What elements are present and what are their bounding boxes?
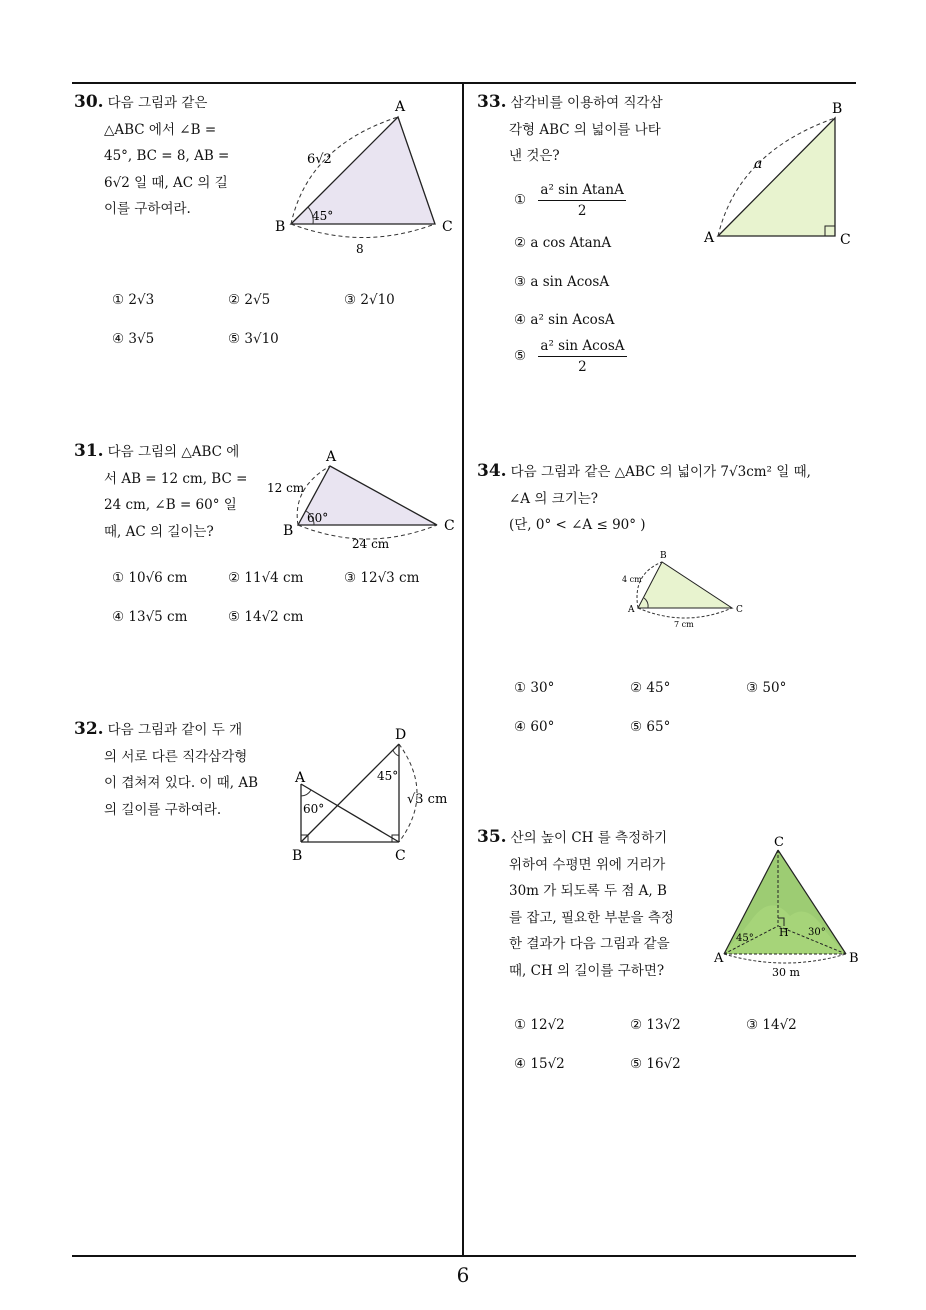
- dashed-arc-ac: [638, 608, 732, 618]
- option-4[interactable]: ④ 3√5: [112, 331, 155, 347]
- stem-line: (단, 0° < ∠A ≤ 90° ): [509, 517, 646, 533]
- stem-line: 각형 ABC 의 넓이를 나타: [509, 121, 661, 138]
- angle-a-label: 45°: [736, 933, 754, 944]
- question-number: 31.: [74, 441, 104, 461]
- option-3[interactable]: ③ 14√2: [746, 1017, 797, 1033]
- question-33-stem: [477, 89, 697, 170]
- angle-b-label: 45°: [312, 209, 334, 223]
- stem-line: 다음 그림의 △ABC 에: [107, 444, 240, 460]
- stem-line: ∠A 의 크기는?: [509, 490, 599, 507]
- angle-b-label: 30°: [808, 927, 826, 938]
- side-ab-label: 30 m: [772, 966, 800, 979]
- vertex-b-label: B: [849, 951, 859, 966]
- stem-line: △ABC 에서 ∠B =: [104, 121, 217, 138]
- question-number: 30.: [74, 92, 104, 112]
- numerator: a² sin AtanA: [538, 182, 625, 201]
- triangle-shape: [718, 118, 835, 236]
- denominator: 2: [578, 359, 587, 375]
- vertex-a-label: A: [704, 230, 715, 246]
- option-2[interactable]: ② a cos AtanA: [514, 235, 612, 251]
- mountain-height-figure: [710, 832, 870, 982]
- vertex-c-label: C: [736, 605, 743, 615]
- triangle-shape: [291, 117, 435, 224]
- angle-a-label: 60°: [303, 802, 325, 816]
- vertex-a-label: A: [395, 99, 406, 115]
- vertex-c-label: C: [774, 835, 784, 850]
- stem-line: 위하여 수평면 위에 거리가: [509, 856, 666, 873]
- stem-line: 45°, BC = 8, AB =: [104, 148, 230, 164]
- vertex-d-label: D: [395, 727, 407, 743]
- option-3[interactable]: ③ a sin AcosA: [514, 274, 610, 290]
- triangle-shape: [638, 562, 732, 608]
- question-number: 33.: [477, 92, 507, 112]
- stem-line: 삼각비를 이용하여 직각삼: [510, 95, 663, 111]
- option-5[interactable]: ⑤ 3√10: [228, 331, 279, 347]
- vertex-c-label: C: [444, 518, 455, 534]
- question-31-stem: [74, 438, 264, 545]
- stem-line: 다음 그림과 같은: [107, 95, 208, 111]
- vertex-a-label: A: [714, 951, 724, 966]
- stem-line: 의 길이를 구하여라.: [104, 801, 222, 818]
- side-bc-label: 24 cm: [352, 537, 390, 551]
- fraction: [538, 182, 625, 219]
- stem-line: 한 결과가 다음 그림과 같을: [509, 936, 670, 952]
- fraction: [538, 338, 626, 375]
- stem-line: 다음 그림과 같은 △ABC 의 넓이가 7√3cm² 일 때,: [510, 464, 811, 480]
- denominator: 2: [577, 203, 587, 219]
- option-marker: ⑤: [514, 348, 527, 364]
- side-ab-label: a: [754, 156, 763, 172]
- vertex-a-label: A: [295, 770, 306, 786]
- angle-b-label: 60°: [307, 511, 329, 525]
- page-number: 6: [456, 1263, 470, 1287]
- stem-line: 24 cm, ∠B = 60° 일: [104, 497, 237, 513]
- vertex-c-label: C: [840, 232, 851, 248]
- side-bc-label: 8: [356, 242, 364, 256]
- option-4[interactable]: ④ 60°: [514, 719, 555, 735]
- option-5[interactable]: [514, 338, 627, 375]
- triangle-abc-figure: [270, 96, 460, 256]
- option-2[interactable]: ② 11√4 cm: [228, 570, 304, 586]
- overlapping-right-triangles-figure: [285, 724, 455, 866]
- option-marker: ①: [514, 192, 527, 208]
- option-3[interactable]: ③ 50°: [746, 680, 787, 696]
- triangle-abc-figure: [620, 548, 755, 634]
- option-3[interactable]: ③ 2√10: [344, 292, 395, 308]
- dashed-arc-bc: [291, 224, 435, 238]
- question-35-stem: [477, 824, 702, 984]
- option-4[interactable]: ④ a² sin AcosA: [514, 312, 615, 328]
- option-3[interactable]: ③ 12√3 cm: [344, 570, 420, 586]
- option-1[interactable]: [514, 182, 626, 219]
- bottom-rule: [72, 1255, 856, 1257]
- stem-line: 를 잡고, 필요한 부분을 측정: [509, 909, 674, 926]
- stem-line: 산의 높이 CH 를 측정하기: [510, 830, 668, 846]
- stem-line: 때, AC 의 길이는?: [104, 523, 214, 540]
- stem-line: 이 겹쳐져 있다. 이 때, AB: [104, 775, 259, 791]
- vertex-b-label: B: [275, 219, 286, 235]
- question-number: 34.: [477, 461, 507, 481]
- stem-line: 30m 가 되도록 두 점 A, B: [509, 883, 667, 899]
- stem-line: 6√2 일 때, AC 의 길: [104, 174, 228, 191]
- option-1[interactable]: ① 2√3: [112, 292, 155, 308]
- side-ab-label: 6√2: [307, 152, 332, 167]
- stem-line: 때, CH 의 길이를 구하면?: [509, 962, 665, 979]
- side-ab-label: 4 cm: [622, 575, 642, 584]
- top-rule: [72, 82, 856, 84]
- vertex-a-label: A: [628, 605, 635, 615]
- option-1[interactable]: ① 12√2: [514, 1017, 565, 1033]
- vertex-b-label: B: [832, 101, 843, 117]
- vertex-c-label: C: [442, 219, 453, 235]
- option-5[interactable]: ⑤ 65°: [630, 719, 671, 735]
- vertex-c-label: C: [395, 848, 406, 864]
- foot-h-label: H: [779, 926, 789, 939]
- column-divider: [462, 82, 464, 1257]
- option-1[interactable]: ① 30°: [514, 680, 555, 696]
- option-1[interactable]: ① 10√6 cm: [112, 570, 188, 586]
- option-5[interactable]: ⑤ 16√2: [630, 1056, 681, 1072]
- stem-line: 다음 그림과 같이 두 개: [107, 722, 243, 738]
- question-34-stem: [477, 458, 862, 539]
- side-ab-label: 12 cm: [267, 481, 305, 495]
- vertex-b-label: B: [283, 523, 294, 539]
- vertex-a-label: A: [326, 449, 337, 465]
- triangle-abc-figure: [262, 448, 462, 558]
- question-number: 35.: [477, 827, 507, 847]
- vertex-b-label: B: [660, 551, 667, 561]
- option-4[interactable]: ④ 13√5 cm: [112, 609, 188, 625]
- vertex-b-label: B: [292, 848, 303, 864]
- question-number: 32.: [74, 719, 104, 739]
- question-30-stem: [74, 89, 274, 223]
- option-4[interactable]: ④ 15√2: [514, 1056, 565, 1072]
- option-2[interactable]: ② 13√2: [630, 1017, 681, 1033]
- side-dc-label: √3 cm: [407, 792, 448, 807]
- question-32-stem: [74, 716, 284, 823]
- stem-line: 서 AB = 12 cm, BC =: [104, 470, 248, 487]
- option-5[interactable]: ⑤ 14√2 cm: [228, 609, 304, 625]
- stem-line: 낸 것은?: [509, 148, 560, 164]
- angle-d-label: 45°: [377, 769, 399, 783]
- stem-line: 이를 구하여라.: [104, 201, 191, 217]
- option-2[interactable]: ② 45°: [630, 680, 671, 696]
- stem-line: 의 서로 다른 직각삼각형: [104, 748, 248, 765]
- right-triangle-abc-figure: [700, 96, 860, 256]
- numerator: a² sin AcosA: [538, 338, 626, 357]
- side-ac-label: 7 cm: [674, 620, 694, 629]
- option-2[interactable]: ② 2√5: [228, 292, 271, 308]
